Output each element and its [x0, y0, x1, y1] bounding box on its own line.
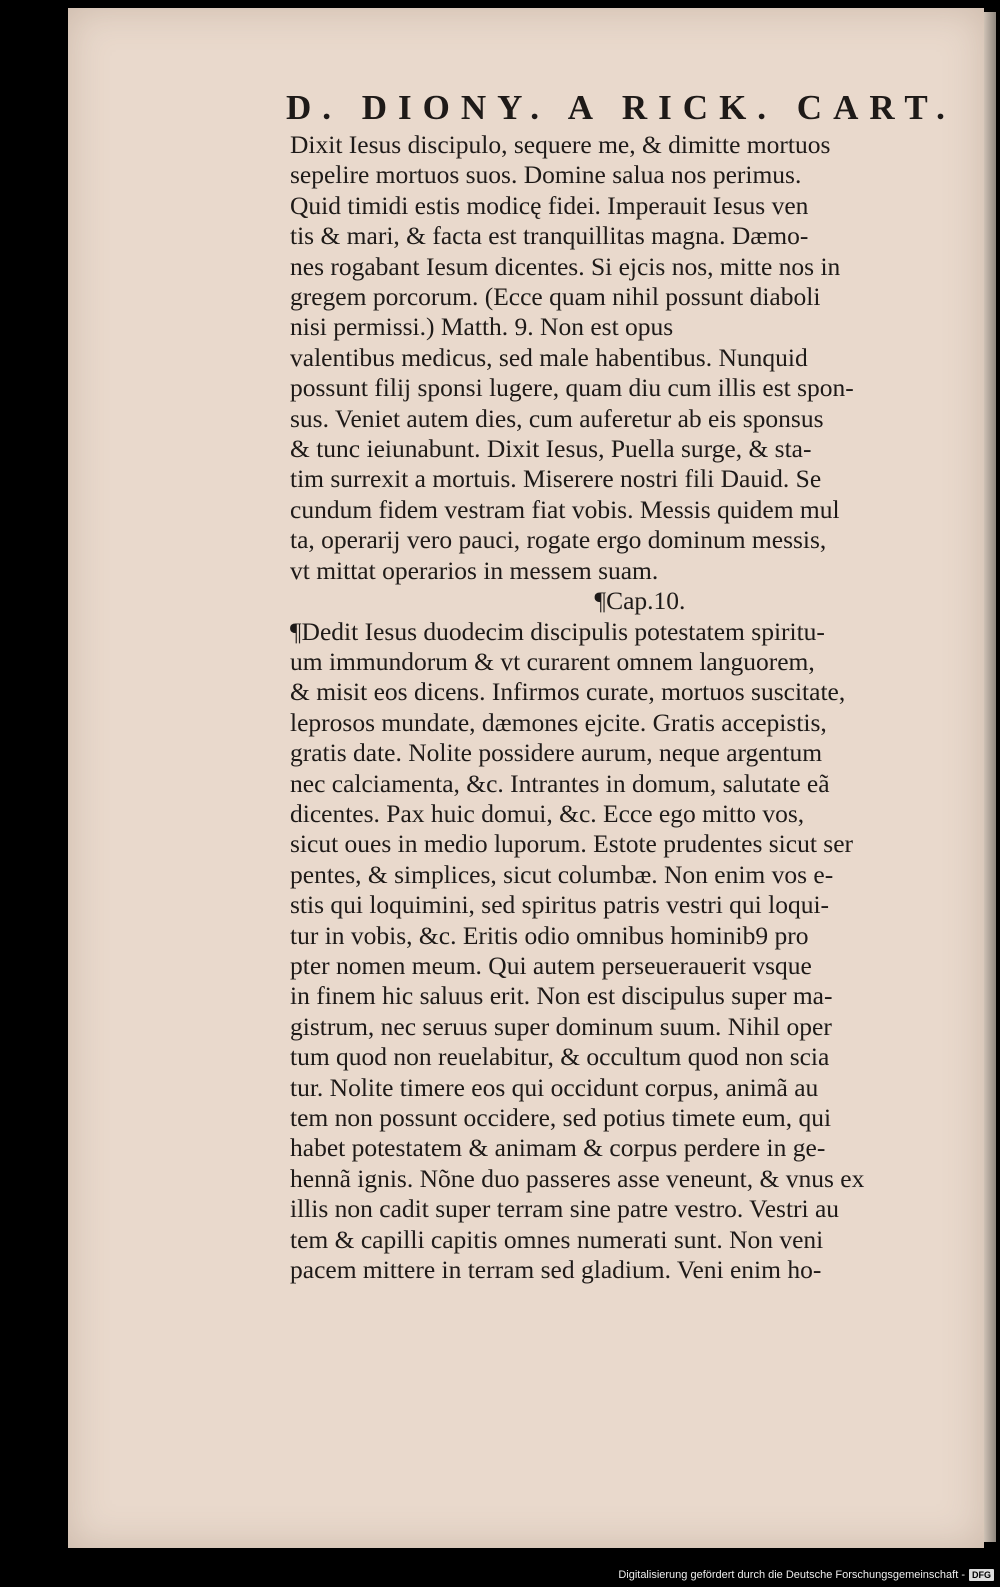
text-line: tem non possunt occidere, sed potius timete eum, qui: [290, 1103, 832, 1132]
dfg-logo: DFG: [969, 1569, 994, 1581]
text-line: pacem mittere in terram sed gladium. Veni enim ho-: [290, 1255, 822, 1285]
text-lines-before: [290, 130, 960, 586]
text-line: tis & mari, & facta est tranquillitas magna. Dæmo-: [290, 221, 809, 251]
text-line: hennã ignis. Nõne duo passeres asse veneunt, & vnus ex: [290, 1163, 865, 1193]
text-line: sicut oues in medio luporum. Estote prudentes sicut ser: [290, 829, 854, 859]
text-line: vt mittat operarios in messem suam.: [290, 555, 659, 585]
text-line: & misit eos dicens. Infirmos curate, mortuos suscitate,: [290, 677, 846, 707]
text-line: pter nomen meum. Qui autem perseuerauerit vsque: [290, 950, 812, 980]
text-line: tum quod non reuelabitur, & occultum quod non scia: [290, 1042, 830, 1072]
text-line: illis non cadit super terram sine patre vestro. Vestri au: [290, 1194, 840, 1224]
text-line: sus. Veniet autem dies, cum auferetur ab eis sponsus: [290, 403, 824, 433]
chapter-heading: ¶Cap.10.: [594, 586, 686, 616]
text-line: Quid timidi estis modicę fidei. Imperauit Iesus ven: [290, 190, 809, 220]
text-line: tem & capilli capitis omnes numerati sunt. Non veni: [290, 1224, 824, 1254]
text-line: cundum fidem vestram fiat vobis. Messis quidem mul: [290, 494, 840, 524]
text-line: in finem hic saluus erit. Non est discipulus super ma-: [290, 981, 833, 1011]
text-line: tur. Nolite timere eos qui occidunt corpus, animã au: [290, 1072, 819, 1102]
page-edge: [984, 12, 996, 1542]
text-lines-after: [290, 617, 960, 1286]
text-line: Dixit Iesus discipulo, sequere me, & dimitte mortuos: [290, 130, 831, 159]
text-line: um immundorum & vt curarent omnem languorem,: [290, 646, 815, 676]
text-line: nisi permissi.) Matth. 9. Non est opus: [290, 312, 674, 342]
text-line: possunt filij sponsi lugere, quam diu cum illis est spon-: [290, 373, 854, 403]
text-line: gistrum, nec seruus super dominum suum. Nihil oper: [290, 1011, 832, 1041]
footer-note: Digitalisierung gefördert durch die Deutsche Forschungsgemeinschaft -: [618, 1569, 965, 1581]
running-head: D. DIONY. A RICK. CART.: [286, 88, 956, 127]
text-line: tim surrexit a mortuis. Miserere nostri fili Dauid. Se: [290, 464, 822, 494]
text-line: stis qui loquimini, sed spiritus patris vestri qui loqui-: [290, 890, 830, 920]
text-line: tur in vobis, &c. Eritis odio omnibus hominib9 pro: [290, 920, 809, 950]
text-line: pentes, & simplices, sicut columbæ. Non enim vos e-: [290, 859, 834, 889]
digitization-footer: [618, 1567, 994, 1583]
text-line: gregem porcorum. (Ecce quam nihil possunt diaboli: [290, 282, 821, 312]
text-line: nec calciamenta, &c. Intrantes in domum, salutate eã: [290, 768, 830, 798]
text-line: habet potestatem & animam & corpus perdere in ge-: [290, 1133, 826, 1163]
text-line: leprosos mundate, dæmones ejcite. Gratis accepistis,: [290, 707, 827, 737]
text-line: sepelire mortuos suos. Domine salua nos perimus.: [290, 160, 802, 190]
text-line: dicentes. Pax huic domui, &c. Ecce ego mitto vos,: [290, 798, 805, 828]
text-line: & tunc ieiunabunt. Dixit Iesus, Puella surge, & sta-: [290, 434, 812, 464]
text-line: ta, operarij vero pauci, rogate ergo dominum messis,: [290, 525, 827, 555]
text-line: ¶Dedit Iesus duodecim discipulis potestatem spiritu-: [290, 616, 825, 646]
text-line: nes rogabant Iesum dicentes. Si ejcis nos, mitte nos in: [290, 251, 841, 281]
text-line: gratis date. Nolite possidere aurum, neque argentum: [290, 738, 823, 768]
text-block: [286, 86, 960, 1285]
text-line: valentibus medicus, sed male habentibus. Nunquid: [290, 342, 808, 372]
